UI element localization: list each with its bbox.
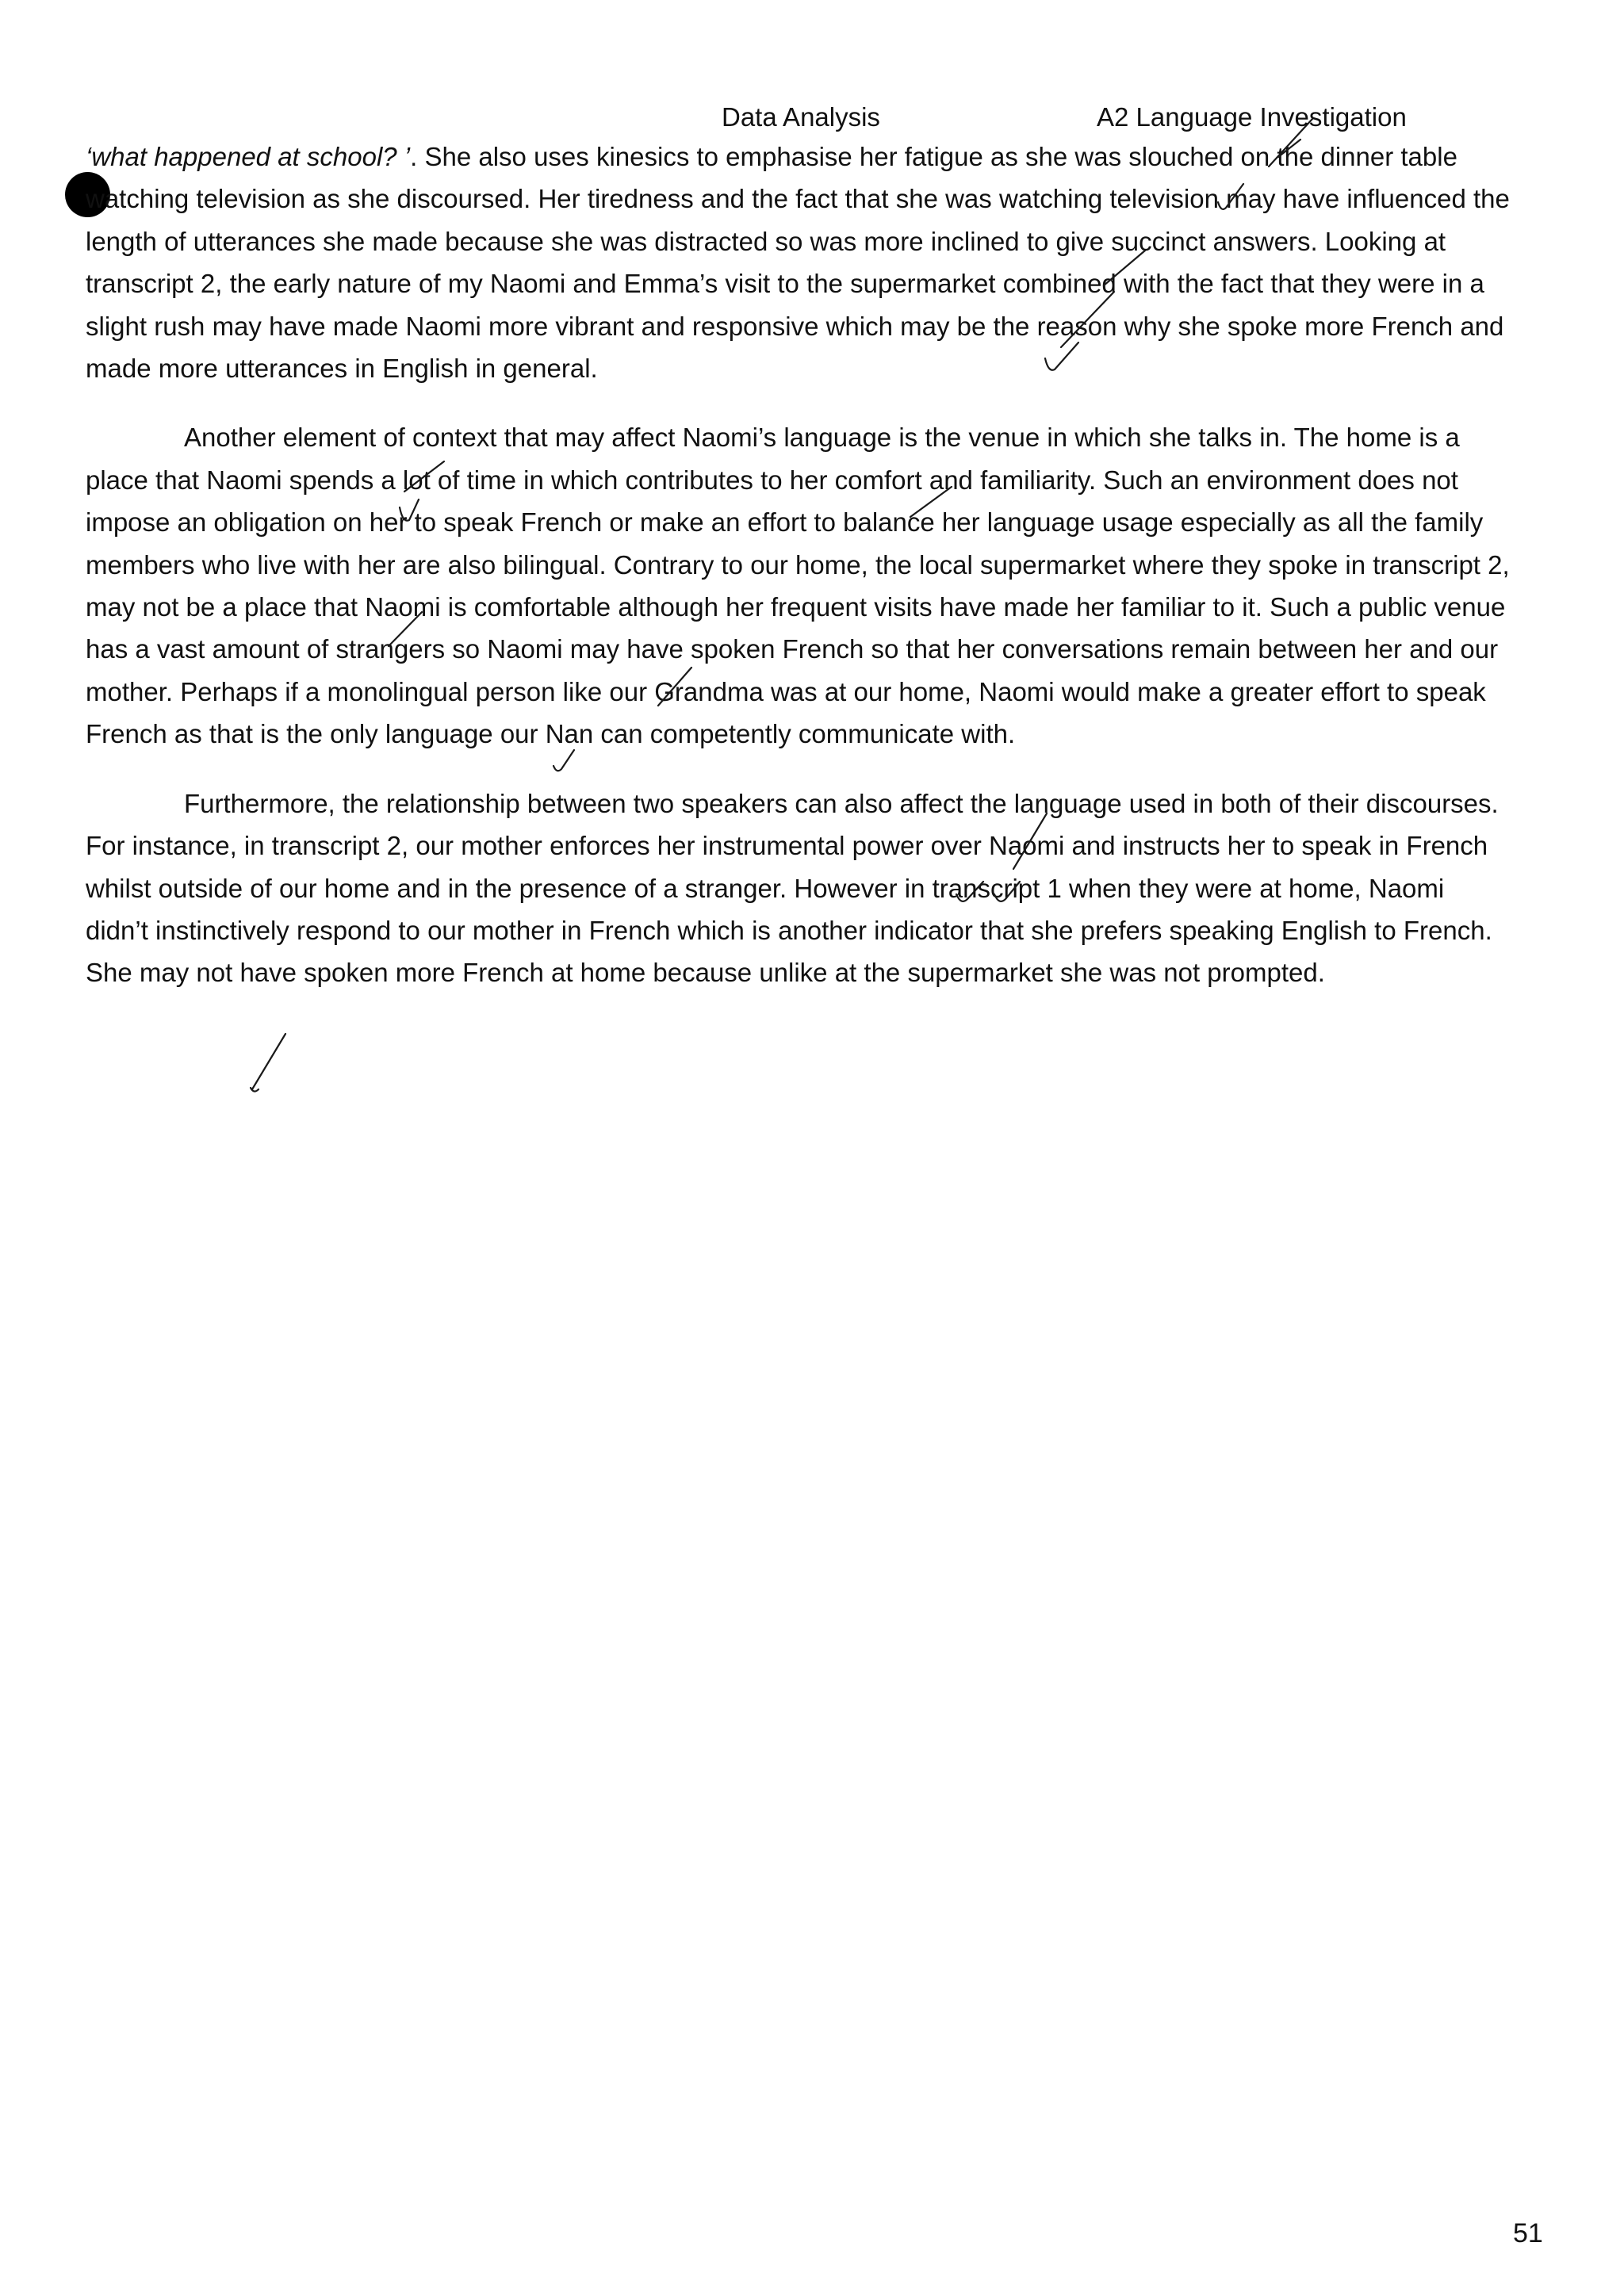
header-document-title: A2 Language Investigation [1097,102,1407,132]
body-text [86,136,1513,994]
tick-mark-15 [251,1088,259,1092]
header-section-title: Data Analysis [722,102,880,132]
paragraph-1 [86,136,1513,389]
paragraph-1-text: . She also uses kinesics to emphasise her fatigue as she was slouched on the dinner table watching television as she discoursed. Her tiredness and the fact that she was watching television may have influenced the length of utterances she made because she was distracted so was more inclined to give succinct answers. Looking at transcript 2, the early nature of my Naomi and Emma’s visit to the supermarket combined with the fact that they were in a slight rush may have made Naomi more vibrant and responsive which may be the reason why she spoke more French and made more utterances in English in general. [86,142,1510,384]
paragraph-3: Furthermore, the relationship between two speakers can also affect the language used in both of their discourses. For instance, in transcript 2, our mother enforces her instrumental power over Naomi and instructs her to speak in French whilst outside of our home and in the presence of a stranger. However in transcript 1 when they were at home, Naomi didn’t instinctively respond to our mother in French which is another indicator that she prefers speaking English to French. She may not have spoken more French at home because unlike at the supermarket she was not prompted. [86,788,1499,988]
paragraph-2: Another element of context that may affect Naomi’s language is the venue in which she talks in. The home is a place that Naomi spends a lot of time in which contributes to her comfort and familiarity. Such an environment does not impose an obligation on her to speak French or make an effort to balance her language usage especially as all the family members who live with her are also bilingual. Contrary to our home, the local supermarket where they spoke in transcript 2, may not be a place that Naomi is comfortable although her frequent visits have made her familiar to it. Such a public venue has a vast amount of strangers so Naomi may have spoken French so that her conversations remain between her and our mother. Perhaps if a monolingual person like our Grandma was at our home, Naomi would make a greater effort to speak French as that is the only language our Nan can competently communicate with. [86,423,1510,749]
quoted-question: ‘what happened at school? ’ [86,142,411,171]
tick-mark-14 [252,1034,285,1089]
page-number: 51 [1513,2218,1543,2248]
